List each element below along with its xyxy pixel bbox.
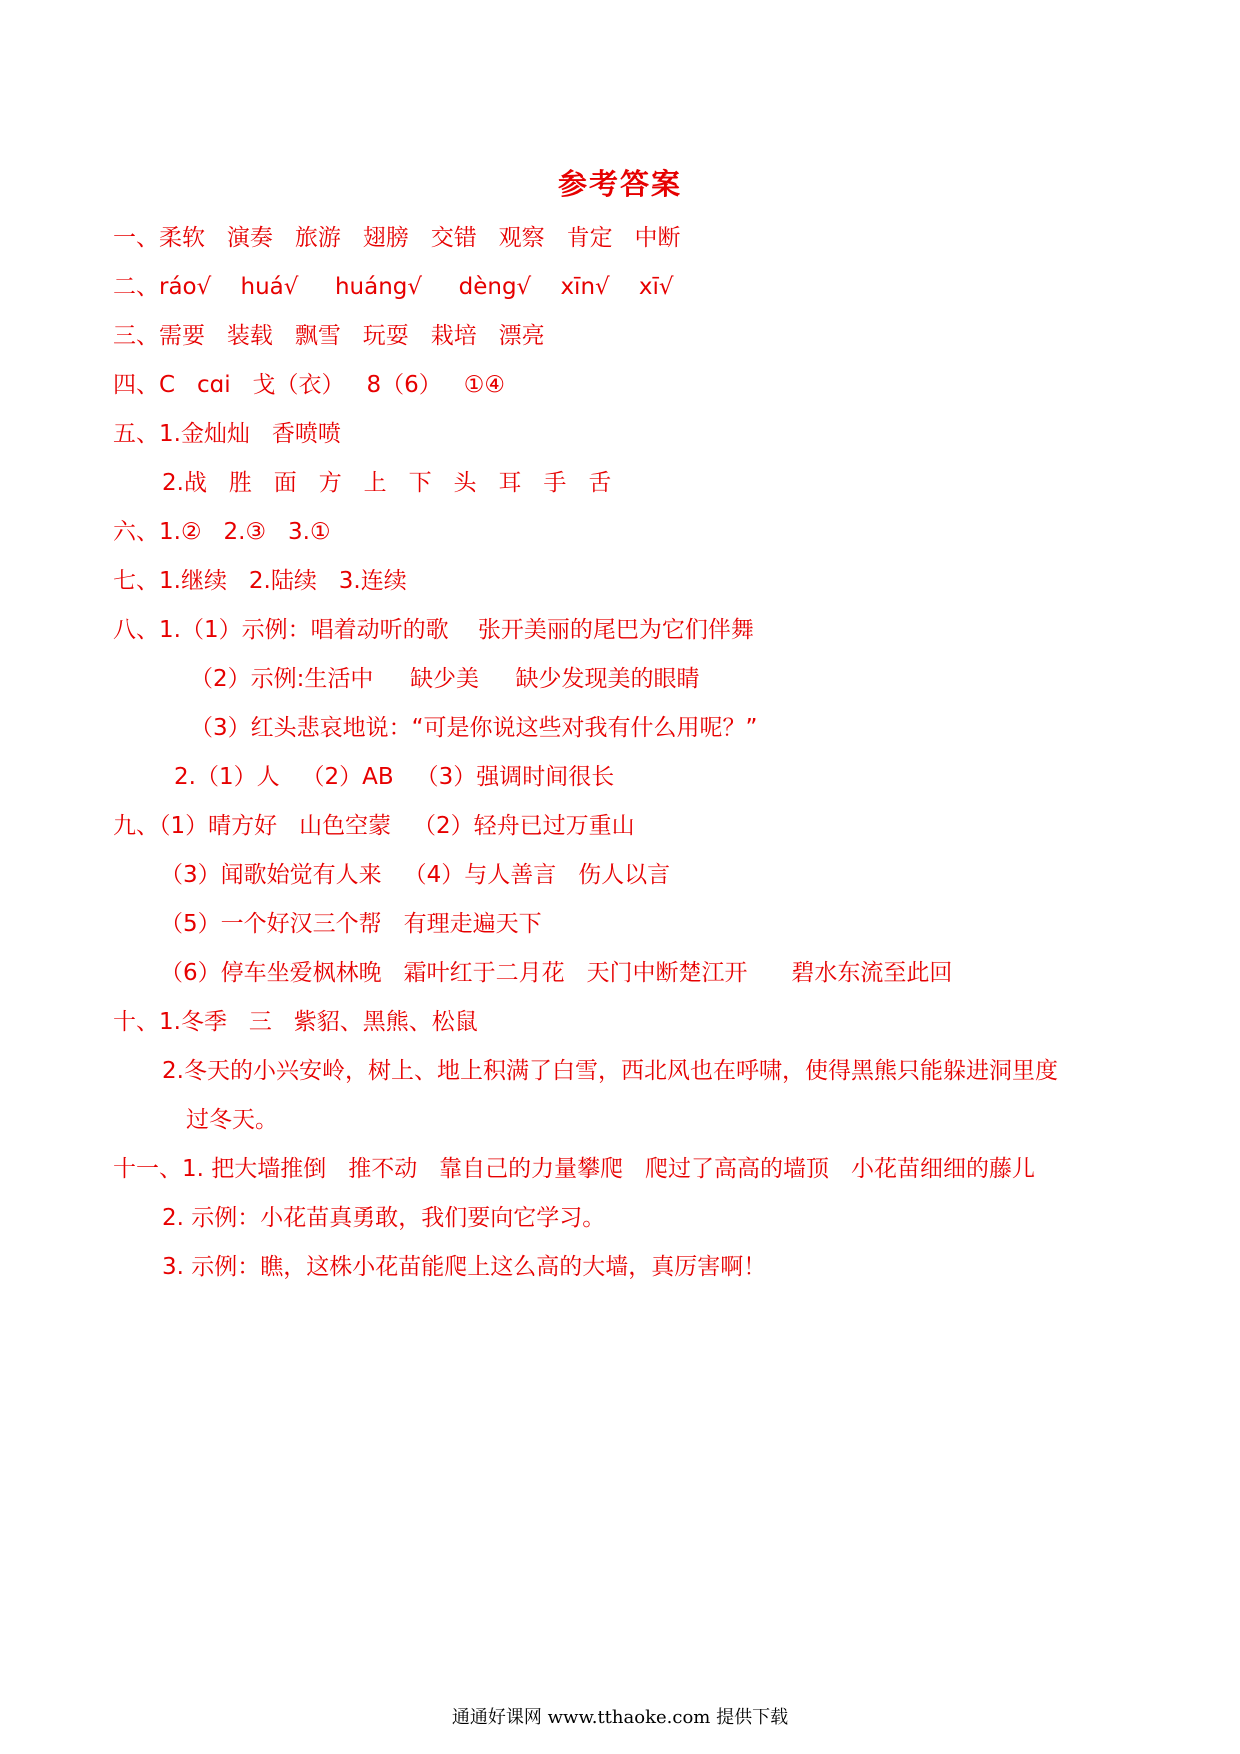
answer-line-20: 十一、1. 把大墙推倒 推不动 靠自己的力量攀爬 爬过了高高的墙顶 小花苗细细的藤儿 <box>113 1156 1035 1182</box>
answer-line-19: 过冬天。 <box>186 1107 278 1133</box>
answer-line-7: 六、1.② 2.③ 3.① <box>113 519 331 545</box>
answer-line-2: 二、ráo√ huá√ huáng√ dèng√ xīn√ xī√ <box>113 274 674 300</box>
answer-line-21: 2. 示例：小花苗真勇敢，我们要向它学习。 <box>162 1205 606 1231</box>
answer-line-14: （3）闻歌始觉有人来 （4）与人善言 伤人以言 <box>160 862 671 888</box>
answer-line-5: 五、1.金灿灿 香喷喷 <box>113 421 341 447</box>
answer-line-1: 一、柔软 演奏 旅游 翅膀 交错 观察 肯定 中断 <box>113 225 681 251</box>
answer-line-17: 十、1.冬季 三 紫貂、黑熊、松鼠 <box>113 1009 478 1035</box>
page-title: 参考答案 <box>557 167 682 201</box>
answer-line-9: 八、1.（1）示例：唱着动听的歌 张开美丽的尾巴为它们伴舞 <box>113 617 754 643</box>
answer-line-10: （2）示例:生活中 缺少美 缺少发现美的眼睛 <box>190 666 700 692</box>
answer-line-6: 2.战 胜 面 方 上 下 头 耳 手 舌 <box>162 470 612 496</box>
answer-line-8: 七、1.继续 2.陆续 3.连续 <box>113 568 407 594</box>
answer-line-11: （3）红头悲哀地说：“可是你说这些对我有什么用呢？” <box>190 715 758 741</box>
answer-line-4: 四、C cɑi 戈（衣） 8（6） ①④ <box>113 372 505 398</box>
answer-line-18: 2.冬天的小兴安岭，树上、地上积满了白雪，西北风也在呼啸，使得黑熊只能躲进洞里度 <box>162 1058 1058 1084</box>
answer-line-22: 3. 示例：瞧，这株小花苗能爬上这么高的大墙，真厉害啊！ <box>162 1254 767 1280</box>
answer-line-15: （5）一个好汉三个帮 有理走遍天下 <box>160 911 542 937</box>
answer-line-3: 三、需要 装载 飘雪 玩耍 栽培 漂亮 <box>113 323 545 349</box>
answer-line-16: （6）停车坐爱枫林晚 霜叶红于二月花 天门中断楚江开 碧水东流至此回 <box>160 960 953 986</box>
answer-line-12: 2.（1）人 （2）AB （3）强调时间很长 <box>174 764 615 790</box>
answer-line-13: 九、（1）晴方好 山色空蒙 （2）轻舟已过万重山 <box>113 813 635 839</box>
page-footer: 通通好课网 www.tthaoke.com 提供下载 <box>451 1707 789 1728</box>
